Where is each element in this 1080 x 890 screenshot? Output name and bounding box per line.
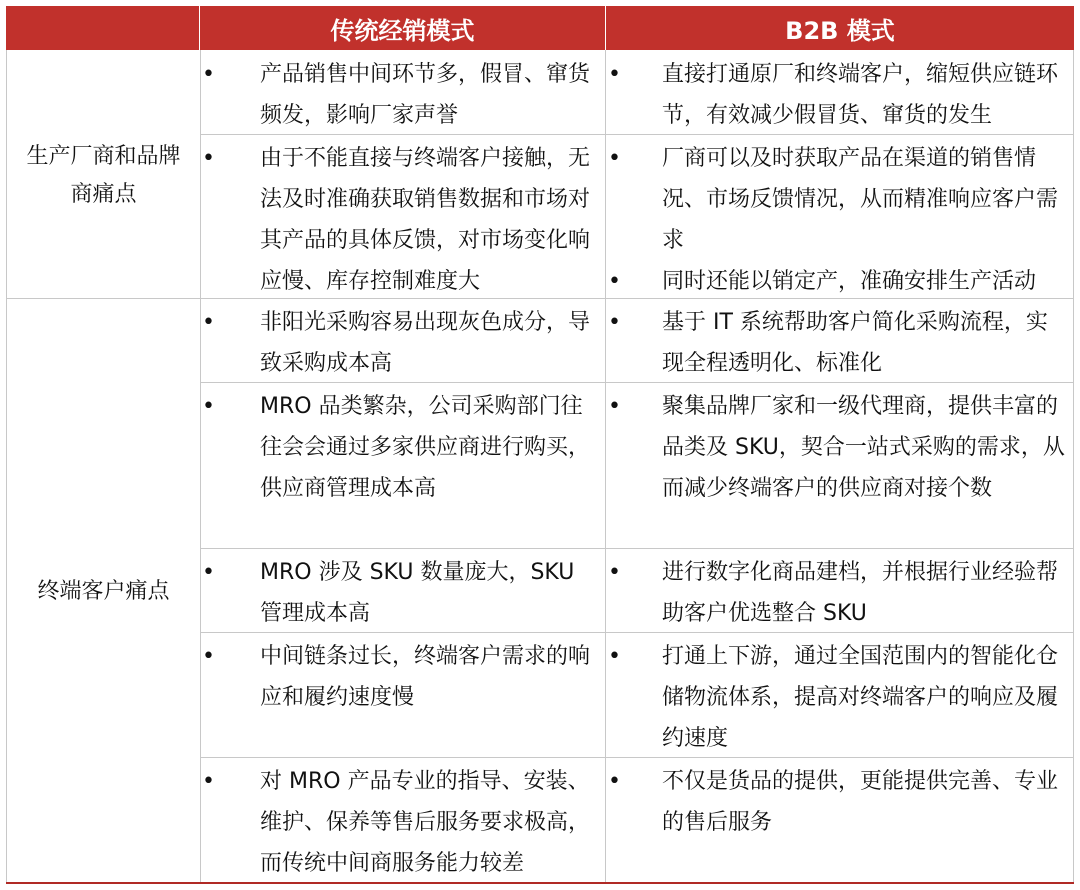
- bullet-item: [608, 636, 1068, 759]
- group-label-end-customer: 终端客户痛点: [37, 579, 170, 604]
- cell-traditional-r2: [202, 138, 598, 302]
- cell-traditional-r3: [202, 302, 598, 384]
- cell-traditional-r5: [202, 552, 598, 634]
- bullet-dot: •: [608, 269, 621, 294]
- cell-b2b-r5: [608, 552, 1068, 634]
- bullet-text: 直接打通原厂和终端客户，缩短供应链环节，有效减少假冒货、窜货的发生: [662, 62, 1059, 128]
- bullet-item: [202, 302, 598, 384]
- bullet-dot: •: [608, 394, 621, 419]
- bullet-text: 中间链条过长，终端客户需求的响应和履约速度慢: [260, 644, 591, 710]
- cell-b2b-r1: [608, 54, 1068, 136]
- bullet-item: [608, 138, 1068, 261]
- header-traditional: 传统经销模式: [200, 6, 605, 50]
- bullet-text: 打通上下游，通过全国范围内的智能化仓储物流体系，提高对终端客户的响应及履约速度: [662, 644, 1059, 751]
- bullet-item: [202, 761, 598, 884]
- bullet-item: [608, 552, 1068, 634]
- bullet-dot: •: [202, 560, 215, 585]
- bullet-dot: •: [608, 560, 621, 585]
- bullet-text: 厂商可以及时获取产品在渠道的销售情况、市场反馈情况，从而精准响应客户需求: [662, 146, 1059, 253]
- bullet-text: 不仅是货品的提供，更能提供完善、专业的售后服务: [662, 769, 1059, 835]
- cell-traditional-r4: [202, 386, 598, 509]
- header-b2b: B2B 模式: [606, 6, 1074, 50]
- bullet-dot: •: [202, 644, 215, 669]
- row-divider: [200, 548, 1074, 549]
- bullet-item: [202, 138, 598, 302]
- cell-b2b-r4: [608, 386, 1068, 509]
- bullet-text: 对 MRO 产品专业的指导、安装、维护、保养等售后服务要求极高，而传统中间商服务能力较差: [260, 769, 591, 876]
- bullet-item: [608, 261, 1068, 302]
- cell-traditional-r7: [202, 761, 598, 884]
- bullet-item: [608, 386, 1068, 509]
- bullet-item: [202, 636, 598, 718]
- cell-b2b-r3: [608, 302, 1068, 384]
- bullet-text: 进行数字化商品建档，并根据行业经验帮助客户优选整合 SKU: [662, 560, 1059, 626]
- bullet-item: [202, 552, 598, 634]
- comparison-table: [6, 6, 1074, 884]
- border-col2: [605, 50, 606, 884]
- bullet-item: [608, 761, 1068, 843]
- bullet-text: 同时还能以销定产，准确安排生产活动: [662, 269, 1037, 294]
- bullet-dot: •: [608, 644, 621, 669]
- header-cell-empty: [6, 6, 199, 50]
- bullet-dot: •: [202, 62, 215, 87]
- bullet-dot: •: [608, 62, 621, 87]
- cell-traditional-r6: [202, 636, 598, 718]
- bullet-dot: •: [202, 146, 215, 171]
- bullet-item: [202, 54, 598, 136]
- bullet-dot: •: [202, 769, 215, 794]
- bullet-dot: •: [608, 310, 621, 335]
- cell-b2b-r7: [608, 761, 1068, 843]
- bullet-dot: •: [608, 146, 621, 171]
- bullet-text: 非阳光采购容易出现灰色成分，导致采购成本高: [260, 310, 591, 376]
- bullet-text: 产品销售中间环节多，假冒、窜货频发，影响厂家声誉: [260, 62, 591, 128]
- cell-b2b-r6: [608, 636, 1068, 759]
- bullet-item: [608, 302, 1068, 384]
- bullet-text: 聚集品牌厂家和一级代理商，提供丰富的品类及 SKU，契合一站式采购的需求，从而减少终端客户的供应商对接个数: [662, 394, 1065, 501]
- border-right: [1073, 50, 1074, 884]
- cell-b2b-r2: [608, 138, 1068, 302]
- group-label-manufacturer: 生产厂商和品牌商痛点: [26, 144, 181, 207]
- bullet-item: [608, 54, 1068, 136]
- cell-traditional-r1: [202, 54, 598, 136]
- bullet-dot: •: [202, 310, 215, 335]
- bullet-dot: •: [608, 769, 621, 794]
- bullet-dot: •: [202, 394, 215, 419]
- bullet-text: 基于 IT 系统帮助客户简化采购流程，实现全程透明化、标准化: [662, 310, 1048, 376]
- bullet-text: MRO 品类繁杂，公司采购部门往往会会通过多家供应商进行购买，供应商管理成本高: [260, 394, 591, 501]
- bullet-text: 由于不能直接与终端客户接触，无法及时准确获取销售数据和市场对其产品的具体反馈，对市场变化响应慢、库存控制难度大: [260, 146, 591, 294]
- bullet-text: MRO 涉及 SKU 数量庞大，SKU 管理成本高: [260, 560, 575, 626]
- bullet-item: [202, 386, 598, 509]
